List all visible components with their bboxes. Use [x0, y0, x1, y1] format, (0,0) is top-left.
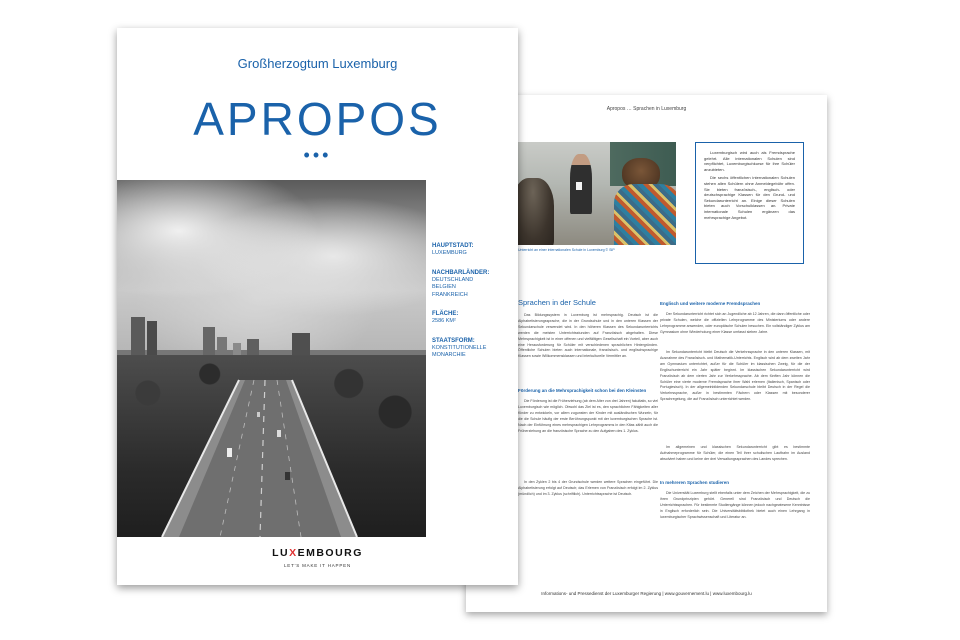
back-page-footer: Informations- und Pressedienst der Luxemburger Regierung | www.gouvernement.lu | www.luxembourg.lu	[541, 591, 752, 596]
info-box-paragraph: Die sechs öffentlichen internationalen Schulen stehen allen Schülern ohne Anmeldegebühr offen. Sie bieten französisch-, englisch- oder deutschsprachige Klassen für den Grund- und Sekundarunterricht an. Einige dieser Schulen bieten auch Vorschulklassen an. Private internationale Schulen ergänzen das mehrsprachige Angebot.	[704, 175, 795, 220]
back-page-header: Apropos … Sprachen in Luxemburg	[606, 106, 687, 112]
logo-x-mark: X	[289, 547, 298, 559]
cover-title: APROPOS	[193, 93, 442, 145]
student-left	[518, 178, 554, 245]
right-column-body	[660, 312, 810, 346]
student-right	[614, 184, 676, 245]
body-paragraph: Im Sekundarunterricht bleibt Deutsch die Verkehrssprache in den unteren Klassen, mit Ausnahme des Französisch- und Mathematik-Unterrichts. Englisch wird ab dem zweiten Jahr am Gymnasium unterrichtet, außer für die Schüler im klassischen Zweig, für die der Englischunterricht ein Jahr später beginnt. Im klassischen Sekundarunterricht wird Französisch ab dem vierten Jahr zur Verkehrssprache. Ab dem fünften Jahr können die Schüler eine vierte moderne Fremdsprache ihrer Wahl erlernen (Italienisch, Spanisch oder Portugiesisch). In der allgemeinbildenden Sekundarschule bleibt Deutsch in der Regel die Verkehrssprache, außer in bestimmten Fächern oder Klassen mit besonderer Sprachregelung, die auf Französisch unterrichtet werden.	[660, 350, 810, 402]
teacher-paper	[576, 182, 582, 190]
right-column-body-4	[660, 491, 810, 533]
fact-value-neighbours: DEUTSCHLAND BELGIEN FRANKREICH	[432, 276, 474, 298]
left-column-intro	[518, 313, 658, 385]
fact-label-capital: HAUPTSTADT:	[432, 243, 474, 249]
cover-dots: •••	[303, 145, 332, 165]
luxembourg-logo	[117, 547, 518, 559]
body-paragraph: Die Universität Luxemburg stellt ebenfalls unter dem Zeichen der Mehrsprachigkeit, die zu ihren Grundprinzipien gehört. Generell sind Französisch und Deutsch die Unterrichtssprachen. Für bestimmte Studiengänge können jedoch nachgewiesene Kenntnisse in Englisch erforderlich sein. Die Universitätsbibliothek bietet auch einen Lehrgang in luxemburgischer Sprachwissenschaft und Literatur an.	[660, 491, 810, 519]
fact-label-neighbours: NACHBARLÄNDER:	[432, 269, 490, 276]
right-column-body-3	[660, 445, 810, 475]
logo-text-left: LU	[272, 547, 290, 559]
photo-caption: Unterricht an einer internationalen Schule in Luxemburg © SIP	[518, 248, 615, 252]
info-box-paragraph: Luxemburgisch wird auch als Fremdsprache gelehrt. Alle internationalen Schulen sind verpflichtet, Luxemburgischkurse für ihre Schüler anzubieten.	[704, 150, 795, 172]
logo-text-right: EMBOURG	[297, 547, 363, 559]
left-column-subheading: Förderung an die Mehrsprachigkeit schon bei den Kleinsten	[518, 388, 647, 393]
right-column-subheading: Englisch und weitere moderne Fremdsprachen	[660, 301, 761, 306]
front-cover	[117, 28, 518, 585]
back-page	[466, 95, 827, 612]
logo-tagline: LET'S MAKE IT HAPPEN	[283, 563, 352, 568]
info-box	[695, 142, 804, 264]
section-heading: Sprachen in der Schule	[518, 298, 596, 307]
highway-bridge	[117, 180, 426, 537]
left-column-body	[518, 399, 658, 475]
cover-photo-highway	[117, 180, 426, 537]
right-column-subheading-2: In mehreren Sprachen studieren	[660, 480, 730, 485]
classroom-photo	[518, 142, 676, 245]
right-column-body-2	[660, 350, 810, 442]
cover-subtitle: Großherzogtum Luxemburg	[237, 56, 398, 71]
fact-value-government: KONSTITUTIONELLE MONARCHIE	[432, 344, 487, 358]
fact-value-capital: LUXEMBURG	[432, 250, 467, 256]
left-column-body-2	[518, 480, 658, 516]
fact-label-government: STAATSFORM:	[432, 337, 475, 344]
fact-value-area: 2586 KM²	[432, 318, 456, 324]
body-paragraph: Im allgemeinen und klassischen Sekundarunterricht gibt es bestimmte Aufnahmeprogramme für Schüler, die einen Teil ihrer schulischen Laufbahn im Ausland absolviert haben und keine der drei Verwaltungssprachen des Landes sprechen.	[660, 445, 810, 461]
body-paragraph: Die Förderung ist die Früherziehung (ab dem Alter von drei Jahren) fakultativ, so viel Luxemburgisch wie möglich. Obwohl das Ziel ist es, den sprachlichen Fähigkeiten aller Kinder zu entwickeln, vor allem zugunsten der Kinder mit ausländischen Wurzeln, für die die Schule häufig der erste Berührungspunkt mit der luxemburgischen Sprache ist. Nach der Einführung eines mehrsprachigen Lehrprogramms in den Kitas zählt auch die Früherziehung an die französische Sprache zu den Aufgaben des 1. Zyklus.	[518, 399, 658, 433]
body-paragraph: In den Zyklen 2 bis 4 der Grundschule werden weitere Sprachen eingeführt. Die Alphabetisierung erfolgt auf Deutsch; das Erlernen von Französisch erfolgt im 2. Zyklus (mündlich) und im 3. Zyklus (schriftlich). Unterrichtssprache ist Deutsch.	[518, 480, 658, 496]
country-facts	[432, 242, 512, 371]
body-paragraph: Das Bildungssystem in Luxemburg ist mehrsprachig. Deutsch ist die Alphabetisierungssprache, die in der Grundschule und in den unteren Klassen der Sekundarschule verwendet wird. In den höheren Klassen des Sekundarunterrichts werden die meisten Unterrichtsstunden auf Französisch abgehalten. Diese Mehrsprachigkeit ist in einer offenen und vielfältigen Gesellschaft ein Vorteil, aber auch eine Herausforderung für Schüler mit verschiedenen sprachlichen Hintergründen. Öffentliche Schulen bieten auch internationale, französisch- und englischsprachige Klassen sowie Willkommensklassen und interkulturelle Vermittler an.	[518, 313, 658, 359]
fact-label-area: FLÄCHE:	[432, 311, 459, 317]
body-paragraph: Der Sekundarunterricht richtet sich an Jugendliche ab 12 Jahren, die dann öffentliche oder private Schulen, welche die offiziellen Lehrprogramme des Ministeriums oder andere Lehrprogramme anwenden, oder europäische Schulen besuchen. Ein vollständiger Zyklus am Gymnasium ohne Wiederholung einer Klasse umfasst sieben Jahre.	[660, 312, 810, 334]
